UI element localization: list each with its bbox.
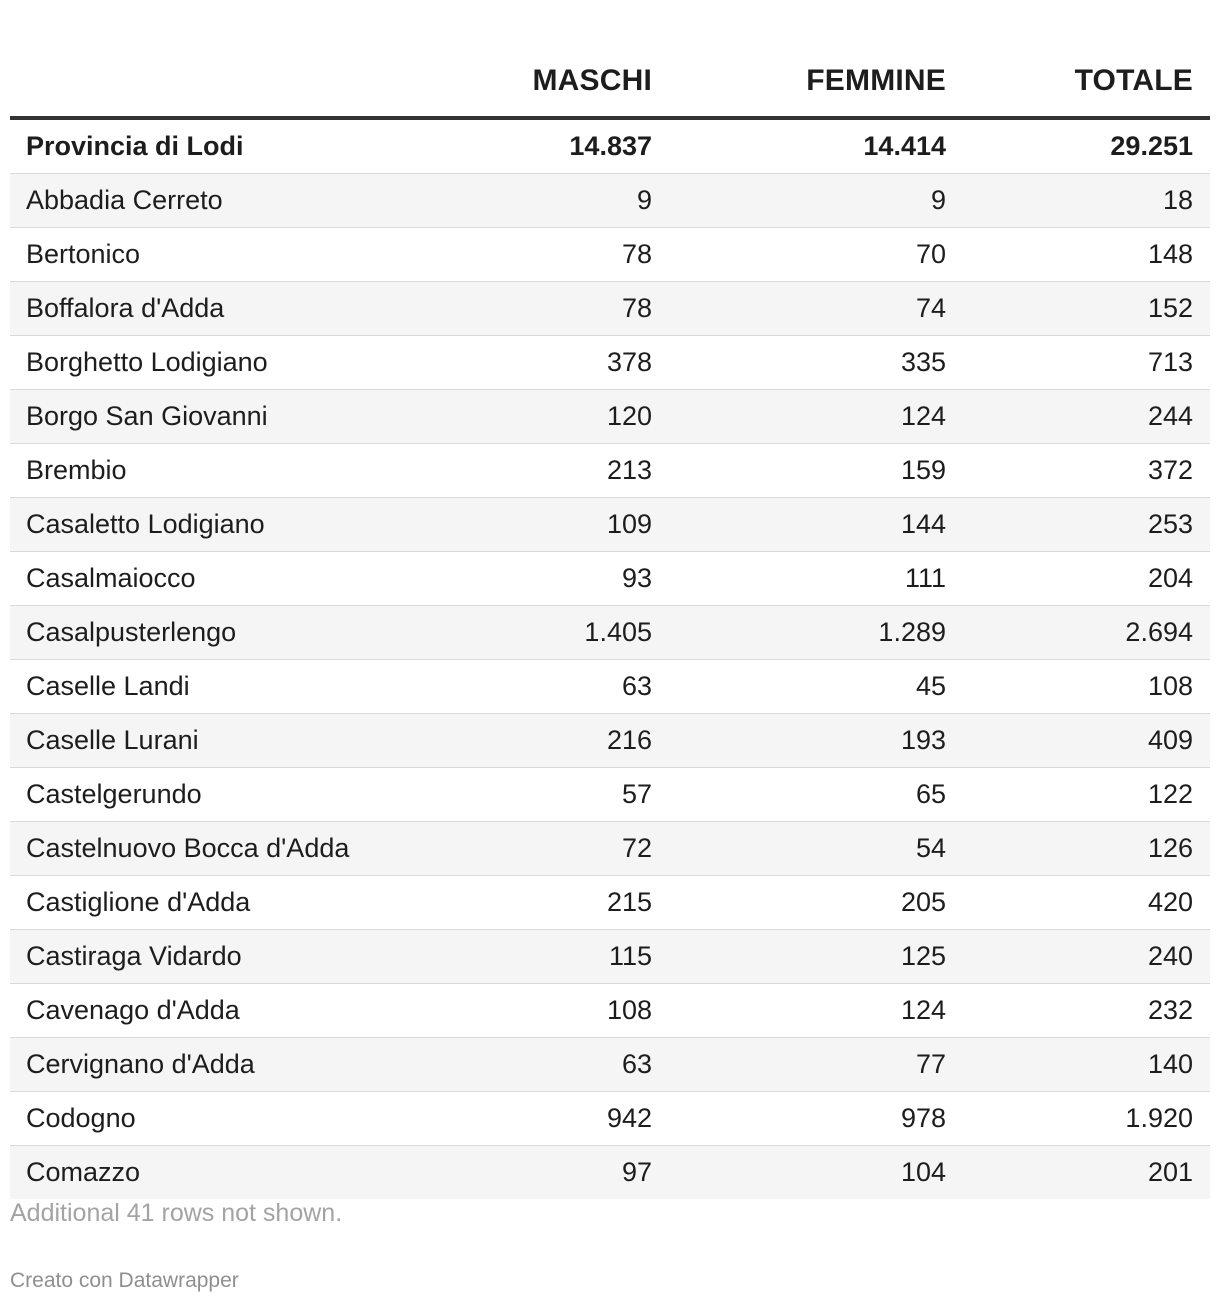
cell-maschi: 78 — [350, 228, 659, 282]
cell-maschi: 942 — [350, 1092, 659, 1146]
cell-femmine: 335 — [659, 336, 956, 390]
cell-femmine: 1.289 — [659, 606, 956, 660]
cell-maschi: 115 — [350, 930, 659, 984]
cell-totale: 2.694 — [956, 606, 1210, 660]
cell-totale: 232 — [956, 984, 1210, 1038]
cell-name: Casalmaiocco — [10, 552, 350, 606]
cell-femmine: 978 — [659, 1092, 956, 1146]
cell-name: Cavenago d'Adda — [10, 984, 350, 1038]
cell-maschi: 63 — [350, 1038, 659, 1092]
cell-maschi: 1.405 — [350, 606, 659, 660]
cell-maschi: 78 — [350, 282, 659, 336]
cell-totale: 372 — [956, 444, 1210, 498]
cell-totale: 420 — [956, 876, 1210, 930]
cell-name: Castiglione d'Adda — [10, 876, 350, 930]
cell-maschi: 216 — [350, 714, 659, 768]
cell-femmine: 205 — [659, 876, 956, 930]
cell-maschi: 215 — [350, 876, 659, 930]
cell-maschi: 120 — [350, 390, 659, 444]
cell-name: Bertonico — [10, 228, 350, 282]
cell-femmine: 159 — [659, 444, 956, 498]
cell-name: Brembio — [10, 444, 350, 498]
cell-totale: 201 — [956, 1146, 1210, 1200]
cell-femmine: 74 — [659, 282, 956, 336]
cell-totale: 204 — [956, 552, 1210, 606]
cell-maschi: 72 — [350, 822, 659, 876]
table-notes: Additional 41 rows not shown. — [10, 1199, 343, 1227]
cell-femmine: 124 — [659, 984, 956, 1038]
table-row — [10, 660, 1210, 714]
table-row-total — [10, 118, 1210, 174]
table-row — [10, 498, 1210, 552]
cell-totale: 148 — [956, 228, 1210, 282]
table-row — [10, 228, 1210, 282]
cell-femmine: 124 — [659, 390, 956, 444]
cell-maschi: 9 — [350, 174, 659, 228]
table-row — [10, 714, 1210, 768]
header-row — [10, 0, 1210, 118]
table-row — [10, 390, 1210, 444]
cell-name: Abbadia Cerreto — [10, 174, 350, 228]
table-row — [10, 444, 1210, 498]
header-femmine[interactable]: FEMMINE — [659, 0, 956, 118]
table-row — [10, 930, 1210, 984]
cell-maschi: 57 — [350, 768, 659, 822]
data-table — [10, 0, 1210, 1199]
cell-femmine: 144 — [659, 498, 956, 552]
cell-name: Provincia di Lodi — [10, 118, 350, 174]
cell-maschi: 213 — [350, 444, 659, 498]
table-row — [10, 1146, 1210, 1200]
cell-femmine: 125 — [659, 930, 956, 984]
cell-femmine: 77 — [659, 1038, 956, 1092]
cell-name: Borghetto Lodigiano — [10, 336, 350, 390]
cell-totale: 152 — [956, 282, 1210, 336]
cell-maschi: 93 — [350, 552, 659, 606]
cell-femmine: 104 — [659, 1146, 956, 1200]
cell-totale: 18 — [956, 174, 1210, 228]
cell-name: Castelnuovo Bocca d'Adda — [10, 822, 350, 876]
table-body — [10, 118, 1210, 1199]
cell-name: Cervignano d'Adda — [10, 1038, 350, 1092]
cell-maschi: 378 — [350, 336, 659, 390]
cell-totale: 253 — [956, 498, 1210, 552]
table-row — [10, 876, 1210, 930]
table-header — [10, 0, 1210, 118]
header-totale[interactable]: TOTALE — [956, 0, 1210, 118]
cell-totale: 244 — [956, 390, 1210, 444]
cell-maschi: 109 — [350, 498, 659, 552]
cell-femmine: 70 — [659, 228, 956, 282]
cell-name: Caselle Lurani — [10, 714, 350, 768]
data-table-container — [10, 0, 1210, 1199]
cell-femmine: 9 — [659, 174, 956, 228]
cell-femmine: 45 — [659, 660, 956, 714]
cell-totale: 140 — [956, 1038, 1210, 1092]
cell-maschi: 108 — [350, 984, 659, 1038]
cell-femmine: 193 — [659, 714, 956, 768]
cell-totale: 409 — [956, 714, 1210, 768]
cell-name: Boffalora d'Adda — [10, 282, 350, 336]
cell-name: Caselle Landi — [10, 660, 350, 714]
cell-name: Castiraga Vidardo — [10, 930, 350, 984]
cell-femmine: 14.414 — [659, 118, 956, 174]
table-row — [10, 1038, 1210, 1092]
cell-femmine: 111 — [659, 552, 956, 606]
cell-femmine: 65 — [659, 768, 956, 822]
cell-name: Casalpusterlengo — [10, 606, 350, 660]
table-row — [10, 768, 1210, 822]
credit-footer[interactable]: Creato con Datawrapper — [10, 1269, 239, 1292]
cell-name: Comazzo — [10, 1146, 350, 1200]
table-row — [10, 552, 1210, 606]
cell-totale: 713 — [956, 336, 1210, 390]
cell-totale: 126 — [956, 822, 1210, 876]
table-row — [10, 174, 1210, 228]
cell-totale: 240 — [956, 930, 1210, 984]
cell-maschi: 63 — [350, 660, 659, 714]
cell-name: Codogno — [10, 1092, 350, 1146]
table-row — [10, 606, 1210, 660]
cell-name: Castelgerundo — [10, 768, 350, 822]
cell-totale: 108 — [956, 660, 1210, 714]
cell-name: Borgo San Giovanni — [10, 390, 350, 444]
table-row — [10, 822, 1210, 876]
cell-totale: 1.920 — [956, 1092, 1210, 1146]
cell-femmine: 54 — [659, 822, 956, 876]
table-row — [10, 282, 1210, 336]
table-row — [10, 1092, 1210, 1146]
cell-maschi: 97 — [350, 1146, 659, 1200]
table-row — [10, 336, 1210, 390]
cell-name: Casaletto Lodigiano — [10, 498, 350, 552]
table-row — [10, 984, 1210, 1038]
cell-totale: 122 — [956, 768, 1210, 822]
cell-maschi: 14.837 — [350, 118, 659, 174]
cell-totale: 29.251 — [956, 118, 1210, 174]
header-name — [10, 0, 350, 118]
header-maschi[interactable]: MASCHI — [350, 0, 659, 118]
